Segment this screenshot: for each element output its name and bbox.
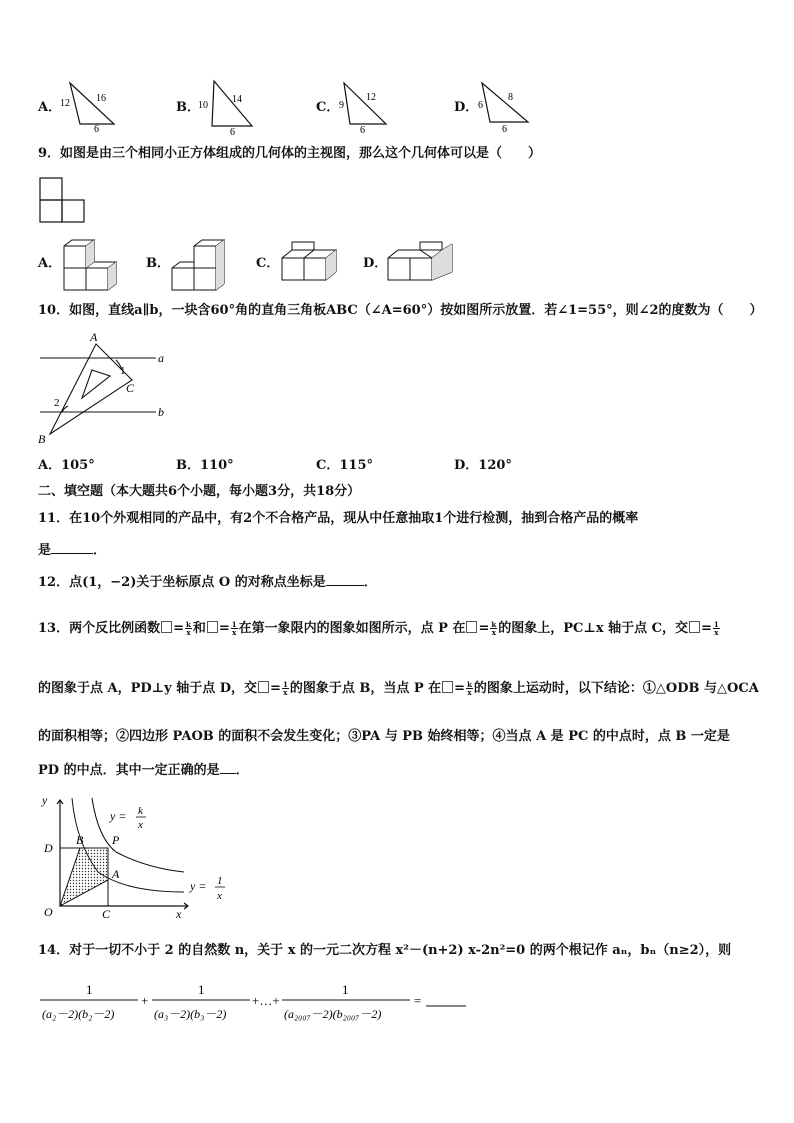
numerator: 1 — [231, 620, 237, 629]
missing-glyph-icon — [442, 681, 453, 693]
cube-figure — [60, 236, 122, 292]
numerator: 1 — [713, 620, 719, 629]
triangle-figure — [58, 80, 120, 132]
text-fragment: = — [270, 681, 281, 696]
question-9-text: 9．如图是由三个相同小正方体组成的几何体的主视图，那么这个几何体可以是（ ） — [38, 146, 542, 161]
numerator: 1 — [342, 982, 349, 997]
text-fragment: 在第一象限内的图象如图所示，点 P 在 — [238, 621, 466, 636]
side-label: 12 — [60, 98, 70, 109]
answer-blank — [51, 540, 93, 554]
side-label: 16 — [96, 93, 106, 104]
denominator: (a₃－2)(b₃－2) — [154, 1007, 227, 1021]
front-view-figure — [38, 176, 88, 226]
side-label: 6 — [360, 125, 365, 136]
missing-glyph-icon — [161, 621, 172, 633]
axis-label-x: x — [176, 907, 182, 921]
text-fragment: 12．点(1，−2)关于坐标原点 O 的对称点坐标是 — [38, 575, 326, 590]
angle-label-1: 1 — [120, 365, 126, 377]
option-letter: A． — [38, 256, 62, 271]
text-fragment: 的图象于点 A，PD⊥y 轴于点 D，交 — [38, 681, 258, 696]
point-label-c: C — [102, 907, 111, 921]
denominator: x — [714, 628, 719, 637]
text-fragment: ． — [235, 763, 249, 778]
numerator: 1 — [86, 982, 93, 997]
denominator: x — [283, 688, 288, 697]
triangle-figure — [196, 78, 258, 136]
text-fragment: = — [454, 681, 466, 696]
denominator: x — [491, 628, 496, 637]
fraction-1-over-x — [713, 621, 720, 636]
side-label: 12 — [366, 92, 376, 103]
angle-label-2: 2 — [54, 397, 60, 409]
text-fragment: ． — [93, 543, 107, 558]
text-fragment: = — [173, 621, 184, 636]
option-letter: D． — [363, 256, 388, 271]
question-12-text — [38, 572, 377, 592]
denominator: x — [217, 890, 222, 902]
vertex-label-c: C — [126, 381, 135, 395]
text-fragment: = — [701, 621, 712, 636]
fraction-k-over-x — [185, 621, 192, 636]
line-label-a: a — [158, 351, 164, 365]
option-b: B．110° — [176, 458, 234, 473]
numerator: 1 — [217, 875, 223, 887]
axis-label-y: y — [42, 793, 48, 807]
numerator: k — [467, 680, 472, 689]
option-letter: C． — [256, 256, 280, 271]
answer-blank — [326, 572, 364, 586]
fraction-1-over-x — [231, 621, 238, 636]
vertex-label-b: B — [38, 432, 46, 446]
option-letter: B． — [176, 100, 200, 115]
origin-label: O — [44, 905, 53, 919]
numerator: 1 — [198, 982, 205, 997]
answer-blank — [220, 760, 236, 774]
side-label: 10 — [198, 100, 208, 111]
option-letter: C． — [316, 100, 340, 115]
vertex-label-a: A — [90, 330, 98, 344]
text-fragment: 和 — [192, 621, 206, 636]
numerator: k — [186, 620, 191, 629]
sum-expression — [38, 976, 478, 1028]
option-a: A．105° — [38, 458, 95, 473]
side-label: 14 — [232, 94, 242, 105]
numerator: k — [138, 805, 143, 817]
question-11-line1: 11．在10个外观相同的产品中，有2个不合格产品，现从中任意抽取1个进行检测，抽到合格产品的概率 — [38, 511, 639, 526]
ellipsis: +…+ — [252, 993, 280, 1008]
question-14-text: 14．对于一切不小于 2 的自然数 n，关于 x 的一元二次方程 x²－(n+2) x-2n²=0 的两个根记作 aₙ，bₙ（n≥2），则 — [38, 943, 732, 958]
plus-sign: + — [141, 993, 149, 1008]
point-label-a: A — [112, 867, 120, 881]
text-fragment: = — [478, 621, 490, 636]
text-fragment: 的图象上运动时，以下结论：①△ODB 与△OCA — [473, 681, 759, 696]
side-label: 6 — [502, 124, 507, 135]
denominator: (a₂₀₀₇－2)(b₂₀₀₇－2) — [284, 1007, 382, 1021]
question-10-text: 10．如图，直线a∥b，一块含60°角的直角三角板ABC（∠A=60°）按如图所示放置．若∠1=55°，则∠2的度数为（ ） — [38, 303, 763, 318]
equals-sign: = — [414, 993, 422, 1008]
fraction-k-over-x — [490, 621, 497, 636]
side-label: 6 — [94, 124, 99, 132]
option-letter: D． — [454, 100, 479, 115]
point-label-b: B — [76, 833, 84, 847]
option-d: D．120° — [454, 458, 512, 473]
text-fragment: ． — [363, 575, 377, 590]
missing-glyph-icon — [689, 621, 700, 633]
numerator: k — [491, 620, 497, 629]
fraction-1-over-x — [282, 681, 289, 696]
triangle-figure — [336, 80, 398, 136]
triangle-figure — [474, 80, 536, 136]
hyperbola-graph-figure — [36, 792, 236, 922]
text-fragment: 13．两个反比例函数 — [38, 621, 161, 636]
question-13-line3: 的面积相等；②四边形 PAOB 的面积不会发生变化；③PA 与 PB 始终相等；④当点 A 是 PC 的中点时，点 B 一定是 — [38, 729, 730, 744]
line-label-b: b — [158, 405, 164, 419]
text-fragment: PD 的中点．其中一定正确的是 — [38, 763, 220, 778]
option-letter: B． — [146, 256, 170, 271]
section-heading: 二、填空题（本大题共6个小题，每小题3分，共18分） — [38, 484, 361, 499]
side-label: 6 — [230, 127, 235, 136]
parallel-lines-triangle-figure — [34, 330, 174, 446]
text-fragment: 的图象于点 B，当点 P 在 — [289, 681, 442, 696]
curve-label-1: y = — [190, 879, 207, 893]
side-label: 9 — [339, 100, 344, 111]
denominator: x — [232, 628, 237, 637]
side-label: 8 — [508, 92, 513, 103]
text-fragment: 是 — [38, 543, 52, 558]
missing-glyph-icon — [207, 621, 218, 633]
question-13-line1 — [38, 620, 721, 638]
option-c: C．115° — [316, 458, 373, 473]
cube-figure — [278, 240, 340, 286]
question-13-line4 — [38, 760, 249, 780]
side-label: 6 — [478, 100, 483, 111]
missing-glyph-icon — [258, 681, 269, 693]
denominator: x — [186, 628, 191, 637]
fraction-k-over-x — [466, 681, 473, 696]
denominator: x — [467, 688, 472, 697]
numerator: 1 — [282, 680, 288, 689]
denominator: (a₂－2)(b₂－2) — [42, 1007, 115, 1021]
text-fragment: 的图象上，PC⊥x 轴于点 C，交 — [498, 621, 689, 636]
cube-figure — [384, 240, 460, 286]
curve-label-k: y = — [110, 809, 127, 823]
question-13-line2 — [38, 680, 759, 698]
question-11-line2 — [38, 540, 106, 560]
missing-glyph-icon — [466, 621, 477, 633]
option-letter: A． — [38, 100, 62, 115]
cube-figure — [168, 236, 230, 292]
point-label-d: D — [44, 841, 53, 855]
point-label-p: P — [112, 833, 120, 847]
text-fragment: = — [218, 621, 230, 636]
denominator: x — [138, 819, 143, 831]
